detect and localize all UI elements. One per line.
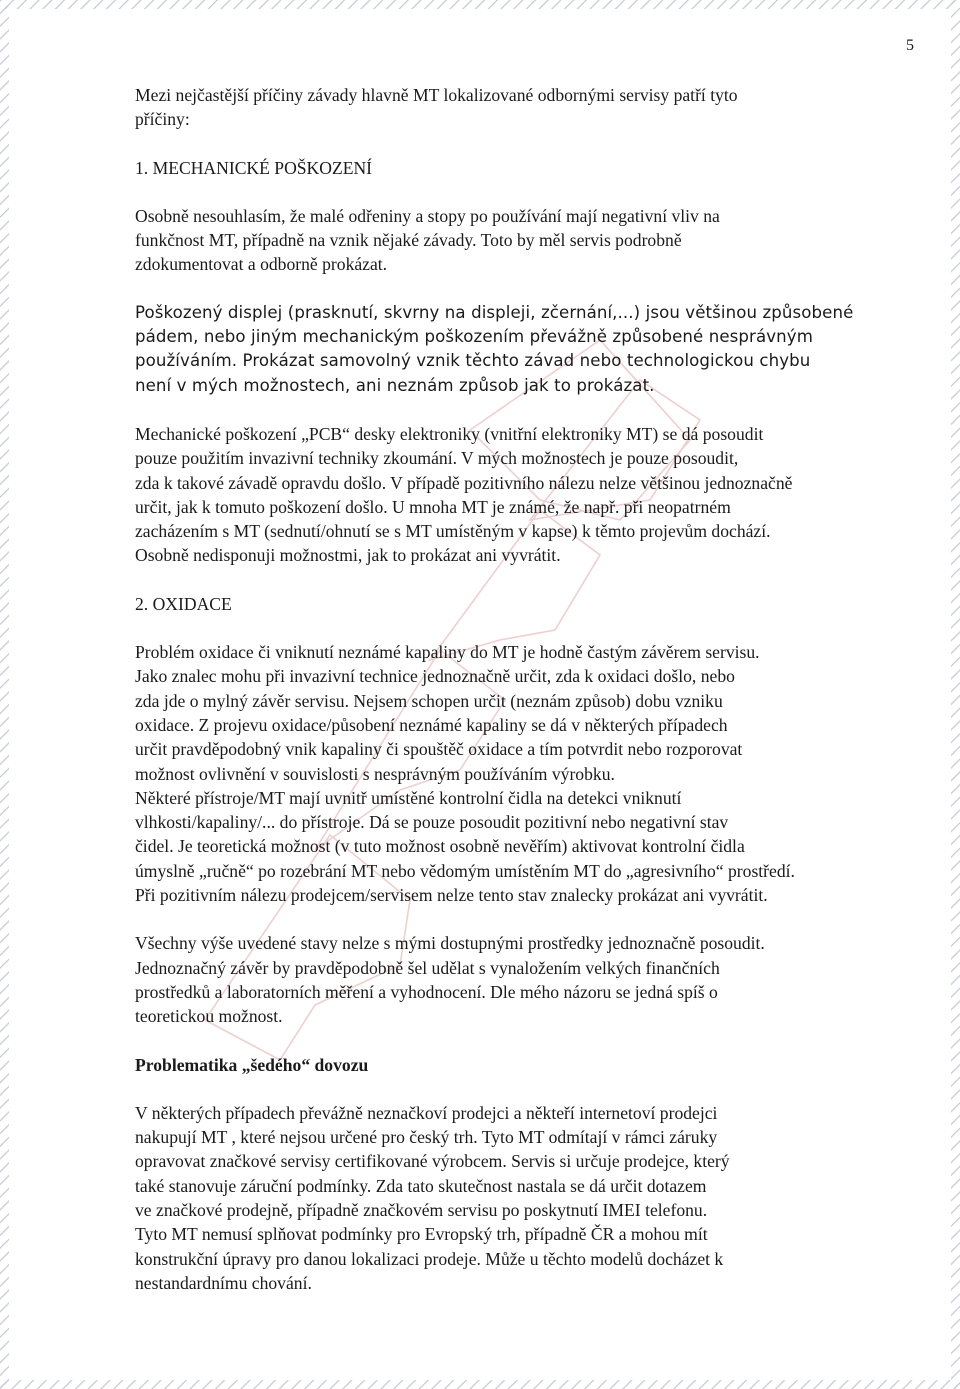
paragraph-oxidation: Problém oxidace či vniknutí neznámé kapaliny do MT je hodně častým závěrem servisu. Jako znalec mohu při invazivní technice jednoznačně určit, zda k oxidaci došlo, nebo zda jde o mylný závěr servisu. Nejsem schopen určit (neznám způsob) dobu vzniku oxidace. Z projevu oxidace/působení neznámé kapaliny se dá v některých případech určit pravděpodobný vnik kapaliny či spouštěč oxidace a tím potvrdit nebo rozporovat možnost ovlivnění v souvislosti s nesprávným používáním výrobku. Některé přístroje/MT mají uvnitř umístěné kontrolní čidla na detekci vniknutí vlhkosti/kapaliny/... do přístroje. Dá se pouze posoudit pozitivní nebo negativní stav čidel. Je teoretická možnost (v tuto možnost osobně nevěřím) aktivovat kontrolní čidla úmyslně „ručně“ po rozebrání MT nebo vědomým umístěním MT do „agresivního“ prostředí. Při pozitivním nálezu prodejcem/servisem nelze tento stav znalecky prokázat ani vyvrátit.	[135, 642, 795, 906]
paragraph-display-damage: Poškozený displej (prasknutí, skvrny na displeji, zčernání,...) jsou většinou způsobené pádem, nebo jiným mechanickým poškozením převážně způsobené nesprávným používáním. Prokázat samovolný vznik těchto závad nebo technologickou chybu není v mých možnostech, ani neznám způsob jak to prokázat.	[135, 302, 854, 395]
section-heading-mechanical: 1. MECHANICKÉ POŠKOZENÍ	[135, 157, 373, 178]
document-body	[135, 83, 935, 1295]
section-heading-grey-import: Problematika „šedého“ dovozu	[135, 1054, 369, 1075]
page-number: 5	[906, 37, 914, 54]
intro-paragraph: Mezi nejčastější příčiny závady hlavně MT lokalizované odbornými servisy patří tyto příčiny:	[135, 85, 738, 130]
paragraph-conclusion: Všechny výše uvedené stavy nelze s mými dostupnými prostředky jednoznačně posoudit. Jednoznačný závěr by pravděpodobně šel udělat s vynaložením velkých finančních prostředků a laboratorních měření a vyhodnocení. Dle mého názoru se jedná spíš o teoretickou možnost.	[135, 933, 765, 1027]
paragraph-grey-import: V některých případech převážně neznačkoví prodejci a někteří internetoví prodejci nakupují MT , které nejsou určené pro český trh. Tyto MT odmítají v rámci záruky opravovat značkové servisy certifikované výrobcem. Servis si určuje prodejce, který také stanovuje záruční podmínky. Zda tato skutečnost nastala se dá určit dotazem ve značkové prodejně, případně značkovém servisu po poskytnutí IMEI telefonu. Tyto MT nemusí splňovat podmínky pro Evropský trh, případně ČR a mohou mít konstrukční úpravy pro danou lokalizaci prodeje. Může u těchto modelů docházet k nestandardnímu chování.	[135, 1102, 730, 1293]
paragraph-scratches: Osobně nesouhlasím, že malé odřeniny a stopy po používání mají negativní vliv na funkčnost MT, případně na vznik nějaké závady. Toto by měl servis podrobně zdokumentovat a odborně prokázat.	[135, 205, 720, 275]
paragraph-pcb-damage: Mechanické poškození „PCB“ desky elektroniky (vnitřní elektroniky MT) se dá posoudit pouze použitím invazivní techniky zkoumání. V mých možnostech je pouze posoudit, zda k takové závadě opravdu došlo. V případě pozitivního nálezu nelze většinou jednoznačně určit, jak k tomuto poškození došlo. U mnoha MT je známé, že např. při neopatrném zacházením s MT (sednutí/ohnutí se s MT umístěným v kapse) k těmto projevům dochází. Osobně nedisponuji možnostmi, jak to prokázat ani vyvrátit.	[135, 423, 793, 566]
section-heading-oxidation: 2. OXIDACE	[135, 593, 232, 614]
